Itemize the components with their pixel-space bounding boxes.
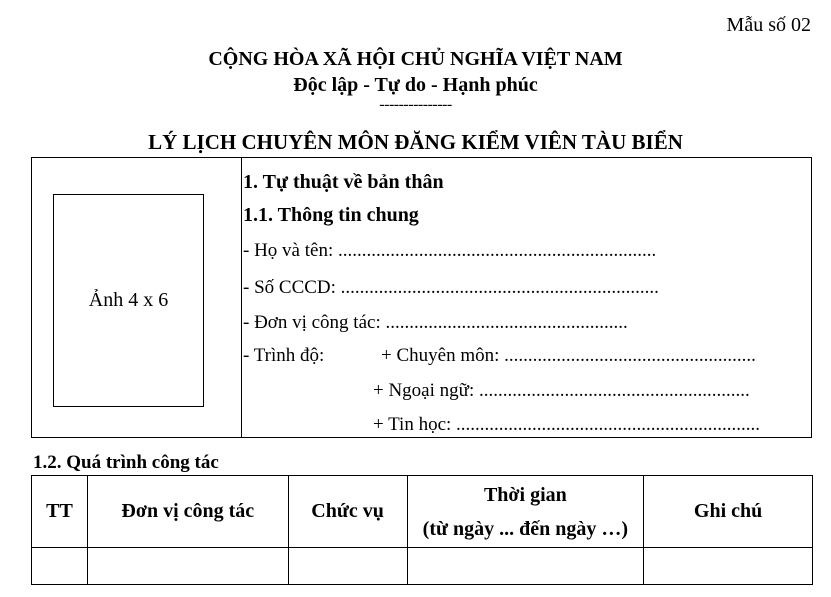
table-cell[interactable] [644,548,813,585]
photo-placeholder [53,194,204,407]
col-header-notes: Ghi chú [644,476,813,548]
full-name-line: - Họ và tên: ................................................................... [243,240,657,261]
national-title: CỘNG HÒA XÃ HỘI CHỦ NGHĨA VIỆT NAM [208,48,623,70]
document-title: LÝ LỊCH CHUYÊN MÔN ĐĂNG KIỂM VIÊN TÀU BIỂN [148,130,683,154]
foreign-language-line: + Ngoại ngữ: ......................................................... [373,380,750,401]
photo-label: Ảnh 4 x 6 [88,289,169,311]
qualification-label: - Trình độ: [243,345,325,366]
col-header-tt: TT [32,476,88,548]
header-separator: --------------- [379,96,452,113]
national-motto: Độc lập - Tự do - Hạnh phúc [293,74,538,96]
section1-subheading: 1.1. Thông tin chung [243,204,419,226]
form-number: Mẫu số 02 [726,14,811,36]
table-cell[interactable] [32,548,88,585]
table-cell[interactable] [87,548,288,585]
col-header-time [407,476,644,548]
col-header-position: Chức vụ [288,476,407,548]
col-header-time-line2: (từ ngày ... đến ngày …) [422,517,629,540]
work-history-table [31,475,813,585]
box-divider [241,158,242,437]
table-row [32,548,813,585]
section1-heading: 1. Tự thuật về bản thân [243,171,444,193]
table-header-row [32,476,813,548]
workplace-line: - Đơn vị công tác: ................................................... [243,312,628,333]
general-info-box [31,157,812,438]
id-number-line: - Số CCCD: ................................................................... [243,277,659,298]
col-header-time-line1: Thời gian [483,483,567,506]
table-cell[interactable] [407,548,644,585]
table-cell[interactable] [288,548,407,585]
section2-heading: 1.2. Quá trình công tác [33,452,219,473]
it-skills-line: + Tin học: ................................................................ [373,414,761,435]
col-header-unit: Đơn vị công tác [87,476,288,548]
specialty-line: + Chuyên môn: ..................................................... [381,345,756,366]
